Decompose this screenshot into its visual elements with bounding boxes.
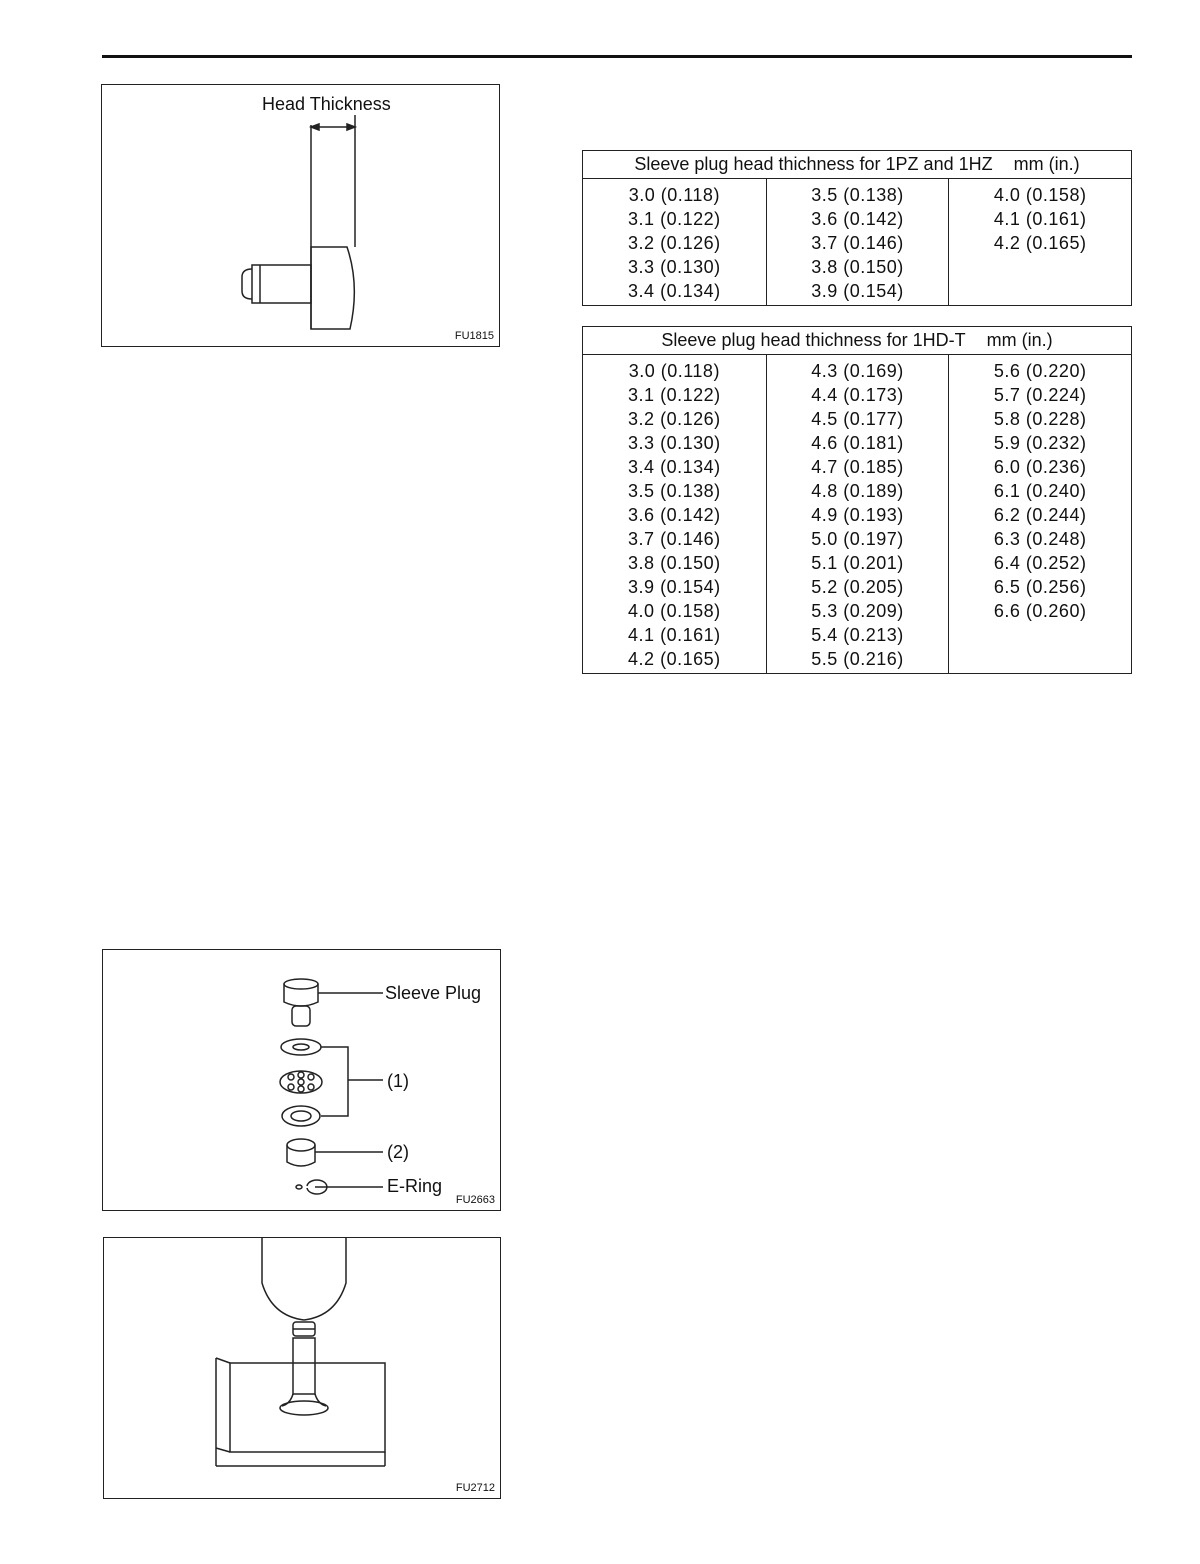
sleeve-plug-label: Sleeve Plug — [385, 983, 482, 1003]
table-cell: 3.6 (0.142) — [811, 209, 904, 229]
table-cell: 3.3 (0.130) — [628, 257, 721, 277]
table-cell: 3.1 (0.122) — [628, 385, 721, 405]
e-ring-label: E-Ring — [387, 1176, 443, 1196]
table-cell: 4.7 (0.185) — [811, 457, 904, 477]
figure-head-thickness — [101, 84, 500, 347]
table-column — [583, 179, 766, 305]
table-cell: 4.8 (0.189) — [811, 481, 904, 501]
table-cell: 3.3 (0.130) — [628, 433, 721, 453]
table-cell: 3.4 (0.134) — [628, 457, 721, 477]
table-header — [583, 151, 1131, 179]
table-cell: 3.0 (0.118) — [628, 185, 720, 205]
table-cell: 6.4 (0.252) — [993, 553, 1087, 573]
part-2-label: (2) — [387, 1142, 409, 1162]
table-cell: 6.3 (0.248) — [993, 529, 1087, 549]
table-body — [583, 179, 1131, 305]
figure-exploded-view — [102, 949, 501, 1211]
table-column — [948, 355, 1131, 673]
table-cell: 3.8 (0.150) — [811, 257, 904, 277]
table-cell: 3.0 (0.118) — [628, 361, 720, 381]
table-cell: 3.4 (0.134) — [628, 281, 721, 301]
table-cell: 3.2 (0.126) — [628, 233, 721, 253]
table-cell: 4.4 (0.173) — [811, 385, 904, 405]
figure-code: FU2663 — [455, 1194, 495, 1206]
part-1-label: (1) — [387, 1071, 409, 1091]
table-column — [583, 355, 766, 673]
table-cell: 6.5 (0.256) — [993, 577, 1087, 597]
table-cell: 3.9 (0.154) — [811, 281, 904, 301]
table-column — [766, 355, 949, 673]
table-cell: 6.2 (0.244) — [993, 505, 1087, 525]
figure-code: FU1815 — [454, 330, 494, 342]
table-cell: 4.9 (0.193) — [811, 505, 904, 525]
table-column — [948, 179, 1131, 305]
table-cell: 4.3 (0.169) — [811, 361, 904, 381]
table-cell: 5.0 (0.197) — [811, 529, 904, 549]
table-cell: 5.5 (0.216) — [811, 649, 904, 669]
table-cell: 5.8 (0.228) — [993, 409, 1087, 429]
table-cell: 4.2 (0.165) — [628, 649, 721, 669]
table-1hd-t — [582, 326, 1132, 674]
table-cell: 4.6 (0.181) — [811, 433, 904, 453]
table-column — [766, 179, 949, 305]
table-unit: mm (in.) — [1013, 154, 1080, 174]
table-cell: 4.1 (0.161) — [993, 209, 1087, 229]
table-cell: 5.3 (0.209) — [811, 601, 904, 621]
table-cell: 3.7 (0.146) — [811, 233, 904, 253]
figure-press — [103, 1237, 501, 1499]
table-cell: 3.7 (0.146) — [628, 529, 721, 549]
table-cell: 6.1 (0.240) — [993, 481, 1087, 501]
table-title: Sleeve plug head thichness for 1PZ and 1HZ — [634, 154, 993, 174]
head-thickness-label: Head Thickness — [262, 94, 391, 114]
table-cell: 3.5 (0.138) — [811, 185, 904, 205]
table-cell: 3.5 (0.138) — [628, 481, 721, 501]
table-cell: 6.6 (0.260) — [993, 601, 1087, 621]
table-cell: 5.2 (0.205) — [811, 577, 904, 597]
table-cell: 4.5 (0.177) — [811, 409, 904, 429]
table-cell: 5.7 (0.224) — [993, 385, 1087, 405]
table-1pz-1hz — [582, 150, 1132, 306]
table-cell: 3.9 (0.154) — [628, 577, 721, 597]
table-cell: 3.1 (0.122) — [628, 209, 721, 229]
table-cell: 5.4 (0.213) — [811, 625, 904, 645]
table-unit: mm (in.) — [986, 330, 1053, 350]
table-cell: 4.2 (0.165) — [993, 233, 1087, 253]
table-cell: 3.6 (0.142) — [628, 505, 721, 525]
table-cell: 5.6 (0.220) — [993, 361, 1087, 381]
table-cell: 3.2 (0.126) — [628, 409, 721, 429]
table-header — [583, 327, 1131, 355]
sleeve-plug-side-illustration — [102, 85, 499, 346]
table-title: Sleeve plug head thichness for 1HD-T — [661, 330, 966, 350]
table-cell: 4.1 (0.161) — [628, 625, 721, 645]
table-cell: 6.0 (0.236) — [993, 457, 1087, 477]
table-cell: 4.0 (0.158) — [993, 185, 1087, 205]
table-cell: 4.0 (0.158) — [628, 601, 721, 621]
table-body — [583, 355, 1131, 673]
header-rule — [102, 55, 1132, 58]
table-cell: 5.1 (0.201) — [811, 553, 904, 573]
table-cell: 3.8 (0.150) — [628, 553, 721, 573]
table-cell: 5.9 (0.232) — [993, 433, 1087, 453]
press-illustration — [104, 1238, 500, 1498]
figure-code: FU2712 — [455, 1482, 495, 1494]
